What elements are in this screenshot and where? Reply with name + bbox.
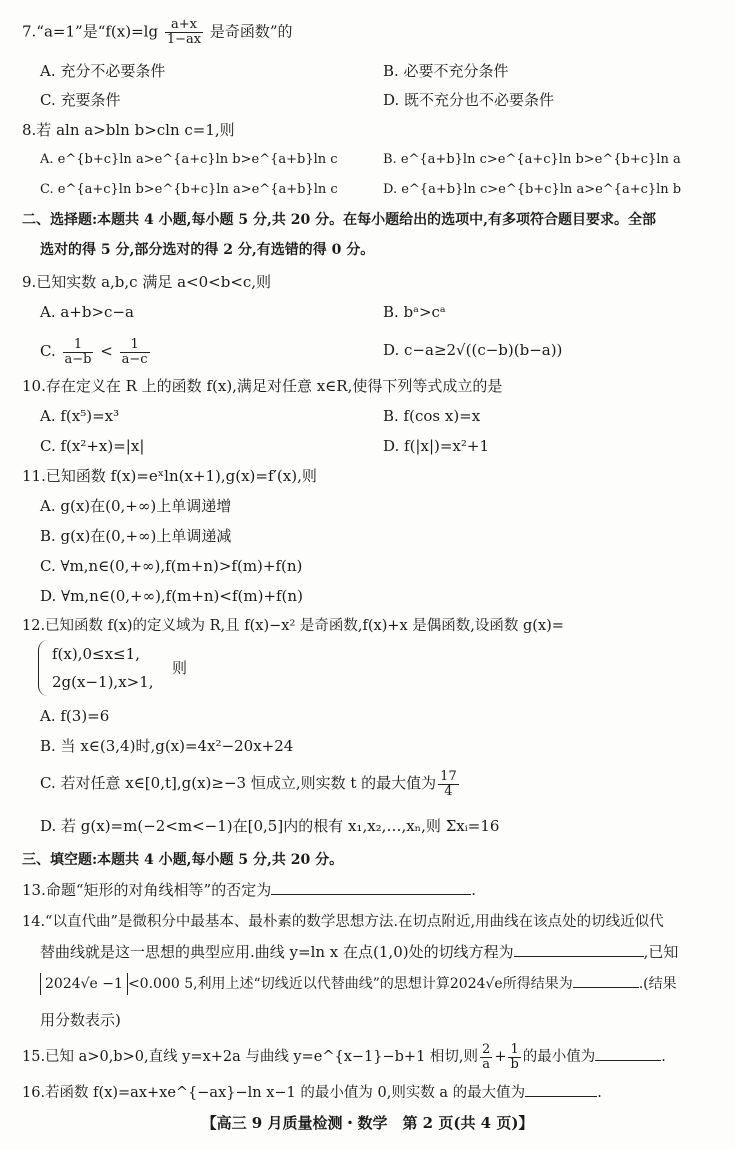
q14-line-1: 14.“以直代曲”是微积分中最基本、最朴素的数学思想方法.在切点附近,用曲线在该点处的切线近似代 [22, 914, 664, 930]
q7-option-d: D. 既不充分也不必要条件 [383, 91, 555, 109]
q9-option-b: B. bᵃ>cᵃ [383, 303, 446, 321]
section-2-heading: 二、选择题:本题共 4 小题,每小题 5 分,共 20 分。在每小题给出的选项中,有多项符合题目要求。全部 [22, 212, 656, 228]
q8-option-c: C. e^{a+c}ln b>e^{b+c}ln a>e^{a+b}ln c [40, 182, 338, 197]
q12-option-d: D. 若 g(x)=m(−2<m<−1)在[0,5]内的根有 x₁,x₂,…,xₙ,则 Σxᵢ=16 [40, 817, 500, 835]
q12-case-1: f(x),0≤x≤1, [52, 645, 140, 663]
q13-stem: 13.命题“矩形的对角线相等”的否定为 . [22, 881, 476, 899]
q16-answer-blank[interactable] [525, 1082, 597, 1097]
q13-answer-blank[interactable] [271, 880, 471, 895]
q7-option-c: C. 充要条件 [40, 91, 121, 109]
q8-option-a: A. e^{b+c}ln a>e^{a+c}ln b>e^{a+b}ln c [40, 152, 338, 167]
q12-option-c: C. 若对任意 x∈[0,t],g(x)≥−3 恒成立,则实数 t 的最大值为 $\frac{17}{4}$ [40, 768, 457, 799]
q10-option-b: B. f(cos x)=x [383, 407, 481, 425]
q16-stem: 16.若函数 f(x)=ax+xe^{−ax}−ln x−1 的最小值为 0,则实数 a 的最大值为 . [22, 1082, 602, 1103]
q11-option-c: C. ∀m,n∈(0,+∞),f(m+n)>f(m)+f(n) [40, 557, 303, 575]
q7-fraction: $\frac{a+x}{1-ax}$ [166, 17, 202, 47]
q12-case-2: 2g(x−1),x>1, [52, 673, 154, 691]
q7-stem: 7.“a=1”是“f(x)=lg $\frac{a+x}{1-ax}$ 是奇函数”的 [22, 17, 293, 47]
section-2-heading-cont: 选对的得 5 分,部分选对的得 2 分,有选错的得 0 分。 [40, 242, 375, 258]
q14-answer-blank-2[interactable] [573, 973, 639, 988]
q11-option-b: B. g(x)在(0,+∞)上单调递减 [40, 527, 232, 545]
q14-line-2: 替曲线就是这一思想的典型应用.曲线 y=ln x 在点(1,0)处的切线方程为 ,已知 [40, 943, 679, 961]
q15-answer-blank[interactable] [595, 1046, 661, 1061]
q11-option-d: D. ∀m,n∈(0,+∞),f(m+n)<f(m)+f(n) [40, 587, 303, 605]
q10-option-c: C. f(x²+x)=|x| [40, 437, 145, 455]
q14-answer-blank-1[interactable] [514, 942, 644, 957]
q8-option-d: D. e^{a+b}ln c>e^{b+c}ln a>e^{a+c}ln b [383, 182, 682, 197]
q9-stem: 9.已知实数 a,b,c 满足 a<0<b<c,则 [22, 273, 272, 291]
q9-option-c: C. $\frac{1}{a-b}$ < $\frac{1}{a-c}$ [40, 336, 148, 367]
q10-option-a: A. f(x⁵)=x³ [40, 407, 120, 425]
q9-option-a: A. a+b>c−a [40, 303, 134, 321]
q15-stem: 15.已知 a>0,b>0,直线 y=x+2a 与曲线 y=e^{x−1}−b+1 相切,则 $\frac{2}{a}$ + $\frac{1}{b}$ 的最小值为 . [22, 1041, 666, 1072]
section-3-heading: 三、填空题:本题共 4 小题,每小题 5 分,共 20 分。 [22, 852, 344, 868]
q10-stem: 10.存在定义在 R 上的函数 f(x),满足对任意 x∈R,使得下列等式成立的是 [22, 377, 503, 395]
q8-option-b: B. e^{a+b}ln c>e^{a+c}ln b>e^{b+c}ln a [383, 152, 681, 167]
q8-stem: 8.若 aln a>bln b>cln c=1,则 [22, 121, 235, 139]
q12-option-a: A. f(3)=6 [40, 707, 110, 725]
page-footer: 【高三 9 月质量检测・数学 第 2 页(共 4 页)】 [201, 1114, 534, 1132]
q11-stem: 11.已知函数 f(x)=eˣln(x+1),g(x)=f′(x),则 [22, 467, 317, 485]
q14-line-3: 2024√e −1 <0.000 5,利用上述“切线近以代替曲线”的思想计算2024√e所得结果为 .(结果 [40, 972, 677, 996]
q12-brace [38, 640, 49, 696]
q12-then: 则 [172, 659, 188, 677]
q11-option-a: A. g(x)在(0,+∞)上单调递增 [40, 497, 232, 515]
q12-stem: 12.已知函数 f(x)的定义域为 R,且 f(x)−x² 是奇函数,f(x)+x 是偶函数,设函数 g(x)= [22, 618, 564, 634]
q7-option-b: B. 必要不充分条件 [383, 62, 509, 80]
q14-line-4: 用分数表示) [40, 1011, 121, 1029]
q12-option-b: B. 当 x∈(3,4)时,g(x)=4x²−20x+24 [40, 737, 294, 755]
q9-option-d: D. c−a≥2√((c−b)(b−a)) [383, 341, 563, 359]
q10-option-d: D. f(|x|)=x²+1 [383, 437, 490, 455]
q7-option-a: A. 充分不必要条件 [40, 62, 166, 80]
